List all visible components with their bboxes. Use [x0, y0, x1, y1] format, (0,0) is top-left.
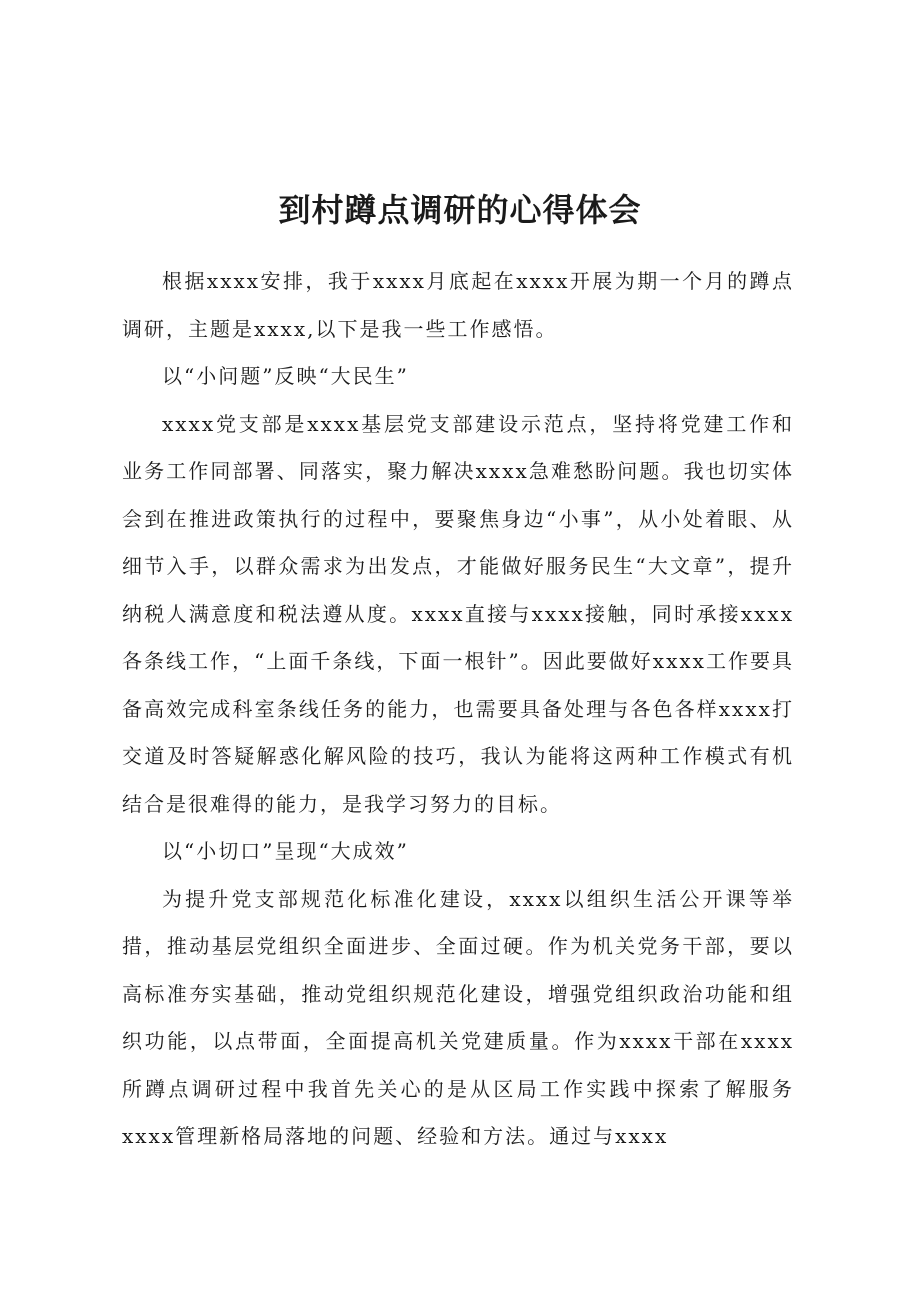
section-heading-2: 以“小切口”呈现“大成效” [162, 839, 409, 863]
section-heading-1: 以“小问题”反映“大民生” [162, 364, 409, 388]
paragraph-intro: 根据xxxx安排，我于xxxx月底起在xxxx开展为期一个月的蹲点调研，主题是xxxx,以下是我一些工作感悟。 [122, 269, 794, 341]
paragraph-section-2: 为提升党支部规范化标准化建设，xxxx以组织生活公开课等举措，推动基层党组织全面进步、全面过硬。作为机关党务干部，要以高标准夯实基础，推动党组织规范化建设，增强党组织政治功能和组织功能，以点带面，全面提高机关党建质量。作为xxxx干部在xxxx所蹲点调研过程中我首先关心的是从区局工作实践中探索了解服务xxxx管理新格局落地的问题、经验和方法。通过与xxxx [122, 886, 794, 1148]
document-title: 到村蹲点调研的心得体会 [278, 191, 642, 229]
paragraph-section-1: xxxx党支部是xxxx基层党支部建设示范点，坚持将党建工作和业务工作同部署、同落实，聚力解决xxxx急难愁盼问题。我也切实体会到在推进政策执行的过程中，要聚焦身边“小事”，从小处着眼、从细节入手，以群众需求为出发点，才能做好服务民生“大文章”，提升纳税人满意度和税法遵从度。xxxx直接与xxxx接触，同时承接xxxx各条线工作，“上面千条线，下面一根针”。因此要做好xxxx工作要具备高效完成科室条线任务的能力，也需要具备处理与各色各样xxxx打交道及时答疑解惑化解风险的技巧，我认为能将这两种工作模式有机结合是很难得的能力，是我学习努力的目标。 [122, 411, 794, 816]
document-body [122, 258, 794, 1161]
